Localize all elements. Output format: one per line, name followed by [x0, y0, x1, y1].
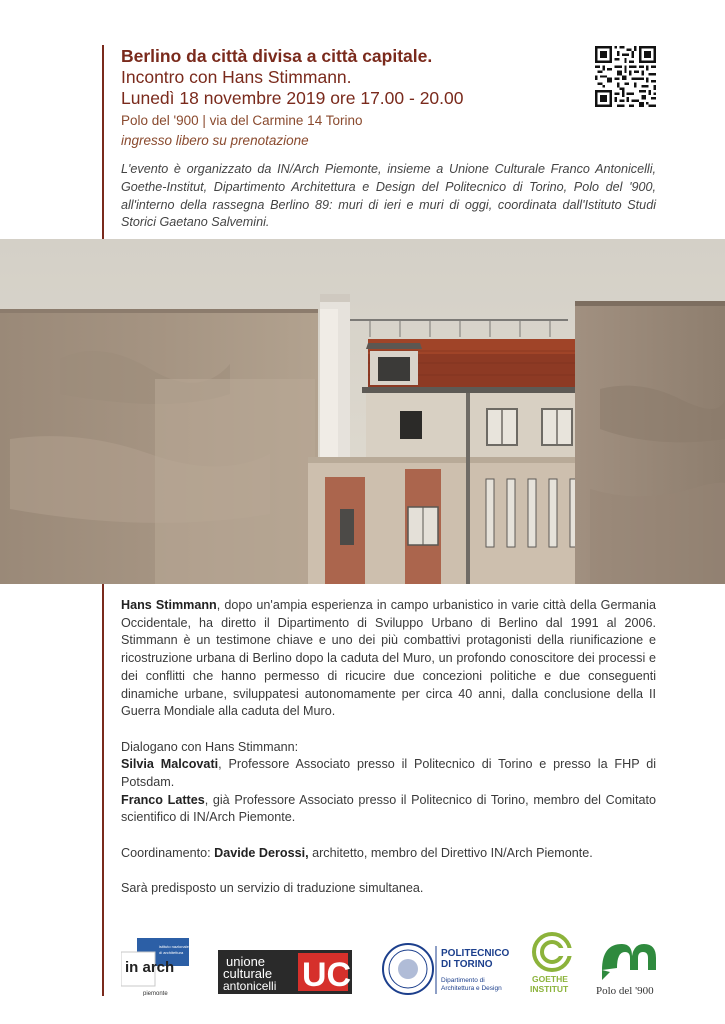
- polito-line-2: DI TORINO: [441, 959, 493, 970]
- panelist-2-name: Franco Lattes: [121, 792, 205, 807]
- coordination-label: Coordinamento:: [121, 845, 215, 860]
- unione-culturale-logo: [218, 950, 352, 994]
- panelist-1: [121, 756, 656, 791]
- uc-line-1: unione: [226, 954, 266, 969]
- event-datetime: Lunedì 18 novembre 2019 ore 17.00 - 20.00: [121, 88, 464, 108]
- coordinator-role: architetto, membro del Direttivo IN/Arch Piemonte.: [308, 845, 593, 860]
- goethe-line-2: INSTITUT: [530, 984, 569, 994]
- speaker-name: Hans Stimmann: [121, 598, 217, 612]
- speaker-bio: [121, 597, 656, 721]
- panelist-1-name: Silvia Malcovati: [121, 757, 219, 772]
- accent-bar-top: [102, 45, 104, 239]
- uc-mark: UC: [302, 956, 352, 994]
- uc-line-2: culturale: [223, 966, 273, 981]
- inarch-mark: in arch: [125, 959, 175, 976]
- panelist-2: [121, 792, 656, 827]
- event-access-note: ingresso libero su prenotazione: [121, 133, 309, 148]
- event-title: Berlino da città divisa a città capitale.: [121, 46, 433, 66]
- politecnico-logo: [380, 942, 510, 996]
- polito-dept-2: Architettura e Design: [441, 985, 502, 992]
- goethe-line-1: GOETHE: [532, 974, 568, 984]
- event-organizers-paragraph: L'evento è organizzato da IN/Arch Piemonte, insieme a Unione Culturale Franco Antonicelli, Goethe-Institut, Dipartimento Architettura e Design del Politecnico di Torino, Polo del '900, all'interno della rassegna Berlino 89: muri di ieri e muri di oggi, coordinata dall'Istituto Studi Storici Gaetano Salvemini.: [121, 162, 656, 230]
- dialogue-intro: Dialogano con Hans Stimmann:: [121, 739, 299, 754]
- event-header: [121, 46, 561, 151]
- goethe-institut-logo: [528, 932, 576, 998]
- polo-del-900-logo: [594, 938, 666, 998]
- inarch-piemonte-logo: [121, 938, 189, 996]
- coordinator-name: Davide Derossi,: [214, 845, 309, 860]
- event-description: [121, 597, 656, 898]
- panelist-2-role: , già Professore Associato presso il Politecnico di Torino, membro del Comitato scientifico di IN/Arch Piemonte.: [121, 792, 656, 825]
- uc-line-3: antonicelli: [223, 979, 277, 993]
- event-subtitle: Incontro con Hans Stimmann.: [121, 67, 352, 87]
- speaker-bio-text: , dopo un'ampia esperienza in campo urbanistico in varie città della Germania Occidentale, ha diretto il Dipartimento di Sviluppo Urbano di Berlino dal 1991 al 2006. Stimmann è un testimone chiave e uno dei più combattivi protagonisti della riunificazione e ricostruzione urbana di Berlino dopo la caduta del Muro, un profondo conoscitore dei processi e dei conflitti che hanno permesso di ricucire due concezioni politiche e due conseguenti dinamiche urbane, sviluppatesi autonomamente per circa 40 anni, dalla conclusione della II Guerra Mondiale alla caduta del Muro.: [121, 598, 656, 719]
- polo-name: Polo del '900: [596, 985, 654, 997]
- berlin-building-photo: [0, 239, 725, 584]
- inarch-region: piemonte: [143, 991, 168, 996]
- translation-note: Sarà predisposto un servizio di traduzione simultanea.: [121, 881, 424, 896]
- inarch-tagline-2: di architettura: [159, 950, 184, 955]
- polito-line-1: POLITECNICO: [441, 948, 510, 959]
- coordination-line: [121, 845, 656, 863]
- inarch-tagline-1: istituto nazionale: [159, 944, 189, 949]
- polito-dept-1: Dipartimento di: [441, 977, 485, 984]
- sponsor-logos: [0, 930, 725, 1000]
- qr-code[interactable]: [595, 46, 656, 107]
- event-venue: Polo del '900 | via del Carmine 14 Torino: [121, 113, 363, 128]
- panelist-1-role: , Professore Associato presso il Politecnico di Torino e presso la FHP di Potsdam.: [121, 757, 657, 790]
